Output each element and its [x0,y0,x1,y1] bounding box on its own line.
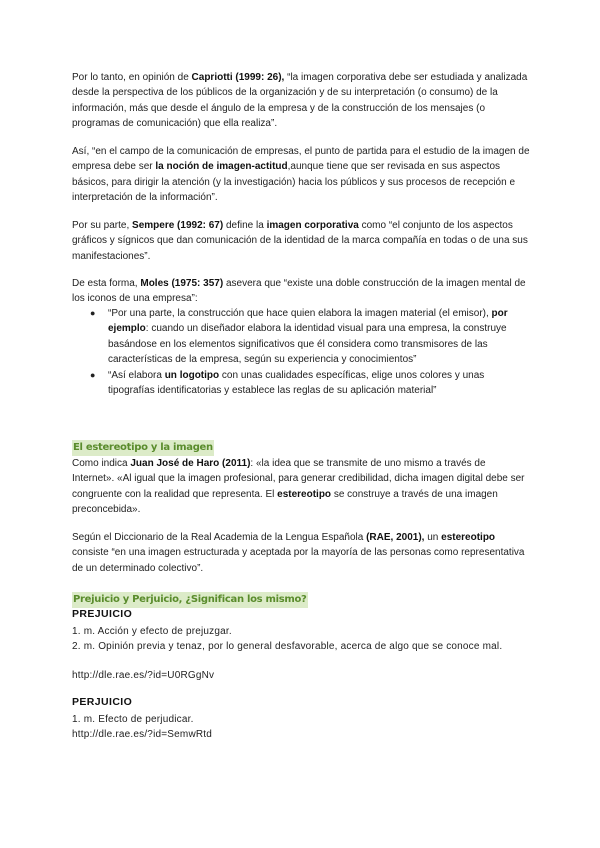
paragraph-moles: De esta forma, Moles (1975: 357) asevera que “existe una doble construcción de la imagen mental de los iconos de una empresa”: [72,278,526,305]
citation-sempere: Sempere (1992: 67) [132,220,224,231]
section-heading-estereotipo: El estereotipo y la imagen [72,440,214,456]
bold-logotipo: un logotipo [164,369,220,381]
citation-capriotti: Capriotti (1999: 26), [191,72,285,83]
paragraph-capriotti: Por lo tanto, en opinión de Capriotti (1999: 26), “la imagen corporativa debe ser estudiada y analizada desde la perspectiva de los públicos de la organización y de su interpretación (o consumo) de la información, más que desde el ángulo de la empresa y de la construcción de los mensajes (o programas de comunicación) que ella realiza”. [72,72,528,130]
list-item: ● “Así elabora un logotipo con unas cualidades específicas, elige unos colores y unas tipografías identificatorias y establece las reglas de su aplicación material” [90,369,485,397]
link-prejuicio[interactable]: http://dle.rae.es/?id=U0RGgNv [72,670,215,681]
term-prejuicio: PREJUICIO [72,608,133,620]
link-perjuicio[interactable]: http://dle.rae.es/?id=SemwRtd [72,729,213,740]
paragraph-rae: Según el Diccionario de la Real Academia de la Lengua Española (RAE, 2001), un estereotipo consiste “en una imagen estructurada y aceptada por la mayoría de las personas como representativa de un determinado colectivo”. [72,532,525,574]
citation-rae: (RAE, 2001), [366,532,425,543]
definition-prejuicio-2: 2. m. Opinión previa y tenaz, por lo general desfavorable, acerca de algo que se conoce mal. [72,641,503,652]
bold-estereotipo-2: estereotipo [441,532,496,543]
section-heading-prejuicio: Prejuicio y Perjuicio, ¿Significan los mismo? [72,592,308,608]
paragraph-imagen-actitud: Así, “en el campo de la comunicación de empresas, el punto de partida para el estudio de la imagen de empresa debe ser la noción de imagen-actitud,aunque tiene que ser revisada en sus aspectos básicos, para dirigir la atención (y la investigación) hacia los públicos y sus procesos de recepción e interpretación de la información”. [72,146,530,204]
bullet-icon: ● [90,308,96,318]
definition-prejuicio-1: 1. m. Acción y efecto de prejuzgar. [72,626,232,637]
citation-moles: Moles (1975: 357) [140,278,224,289]
bullet-list [90,306,530,398]
bold-imagen-corporativa: imagen corporativa [266,220,359,231]
definition-perjuicio-1: 1. m. Efecto de perjudicar. [72,714,194,725]
bullet-icon: ● [90,369,96,380]
bold-imagen-actitud: la noción de imagen-actitud [155,161,288,173]
bold-estereotipo: estereotipo [277,488,332,500]
term-perjuicio: PERJUICIO [72,696,133,708]
paragraph-de-haro: Como indica Juan José de Haro (2011): «la idea que se transmite de uno mismo a través de Internet». «Al igual que la imagen profesional, para generar credibilidad, dicha imagen digital debe ser congruente con la realidad que representa. El estereotipo se construye a través de una imagen preconcebida». [72,458,525,516]
list-item: ● “Por una parte, la construcción que hace quien elabora la imagen material (el emisor), por ejemplo: cuando un diseñador elabora la identidad visual para una empresa, la construye basándose en los elementos significativos que él considera como transmisores de las características de la empresa, según su experiencia y conocimientos” [90,308,508,366]
paragraph-sempere: Por su parte, Sempere (1992: 67) define la imagen corporativa como “el conjunto de los aspectos gráficos y sígnicos que dan comunicación de la identidad de la marca compañía en todas o de una sus manifestaciones”. [72,220,528,262]
citation-de-haro: Juan José de Haro (2011) [130,458,251,469]
bold-por-ejemplo: por ejemplo [108,308,508,335]
